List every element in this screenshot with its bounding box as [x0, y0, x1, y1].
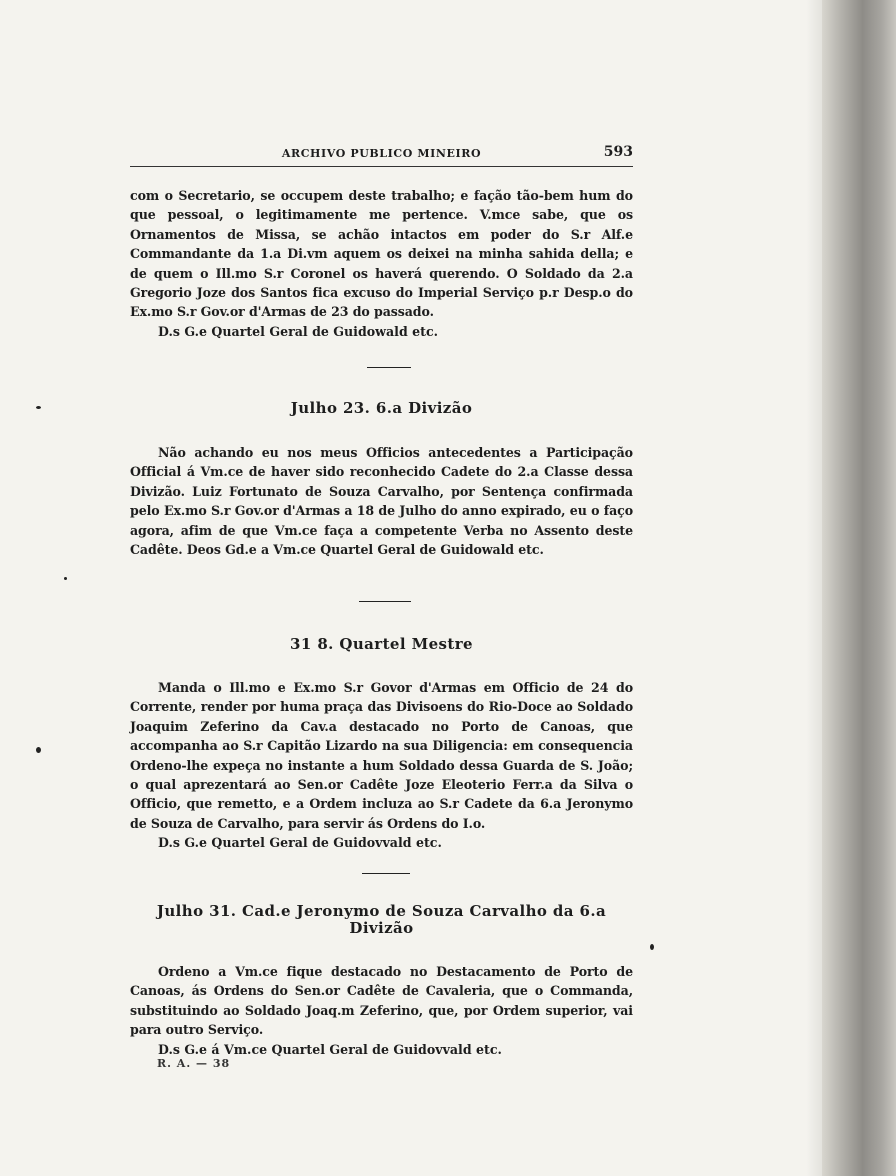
section-heading: 31 8. Quartel Mestre — [290, 635, 473, 653]
scan-speck — [650, 944, 654, 950]
scan-speck — [64, 577, 67, 580]
scan-speck — [36, 747, 41, 753]
section-divider — [362, 873, 410, 874]
section-julho-31 — [130, 962, 633, 1059]
section-julho-23 — [130, 443, 633, 559]
section-divider — [367, 367, 411, 368]
paragraph: Não achando eu nos meus Officios antecedentes a Participação Official á Vm.ce de haver sido reconhecido Cadete do 2.a Classe dessa Divizão. Luiz Fortunato de Souza Carvalho, por Sentença confirmada pelo Ex.mo S.r Gov.or d'Armas a 18 de Julho do anno expirado, eu o faço agora, afim de que Vm.ce faça a competente Verba no Assento deste Cadête. Deos Gd.e a Vm.ce Quartel Geral de Guidowald etc. — [130, 445, 633, 558]
paragraph: Manda o Ill.mo e Ex.mo S.r Govor d'Armas em Officio de 24 do Corrente, render por huma praça das Divisoens do Rio-Doce ao Soldado Joaquim Zeferino da Cav.a destacado no Porto de Canoas, que accompanha ao S.r Capitão Lizardo na sua Diligencia: em consequencia Ordeno-lhe expeça no instante a hum Soldado dessa Guarda de S. João; o qual aprezentará ao Sen.or Cadête Joze Eleoterio Ferr.a da Silva o Officio, que remetto, e a Ordem incluza ao S.r Cadete da 6.a Jeronymo de Souza de Carvalho, para servir ás Ordens do I.o. — [130, 680, 633, 831]
section-heading: Julho 23. 6.a Divizão — [290, 399, 473, 417]
section-quartel-mestre — [130, 678, 633, 853]
signature-line: D.s G.e á Vm.ce Quartel Geral de Guidovvald etc. — [158, 1041, 502, 1057]
page-number: 593 — [603, 144, 633, 160]
signature-line: D.s G.e Quartel Geral de Guidowald etc. — [158, 323, 439, 339]
section-heading — [130, 903, 633, 937]
heading-line: Divizão — [349, 919, 414, 937]
section-divider — [359, 601, 411, 602]
scan-speck — [36, 406, 41, 409]
heading-line: Julho 31. Cad.e Jeronymo de Souza Carvalho da 6.a — [156, 902, 607, 920]
paragraph: com o Secretario, se occupem deste trabalho; e fação tão-bem hum do que pessoal, o legitimamente me pertence. V.mce sabe, que os Ornamentos de Missa, se achão intactos em poder do S.r Alf.e Commandante da 1.a Di.vm aquem os deixei na minha sahida della; e de quem o Ill.mo S.r Coronel os haverá querendo. O Soldado da 2.a Gregorio Joze dos Santos fica excuso do Imperial Serviço p.r Desp.o do Ex.mo S.r Gov.or d'Armas de 23 do passado. — [130, 188, 633, 320]
book-edge — [822, 0, 896, 1176]
paragraph: Ordeno a Vm.ce fique destacado no Destacamento de Porto de Canoas, ás Ordens do Sen.or Cadête de Cavaleria, que o Commanda, substituindo ao Soldado Joaq.m Zeferino, que, por Ordem superior, vai para outro Serviço. — [130, 964, 633, 1038]
running-header — [130, 146, 633, 167]
signature-line: D.s G.e Quartel Geral de Guidovvald etc. — [158, 835, 442, 851]
section-continuation — [130, 186, 633, 341]
running-title: ARCHIVO PUBLICO MINEIRO — [281, 147, 482, 160]
footer-note: R. A. — 38 — [157, 1057, 231, 1070]
